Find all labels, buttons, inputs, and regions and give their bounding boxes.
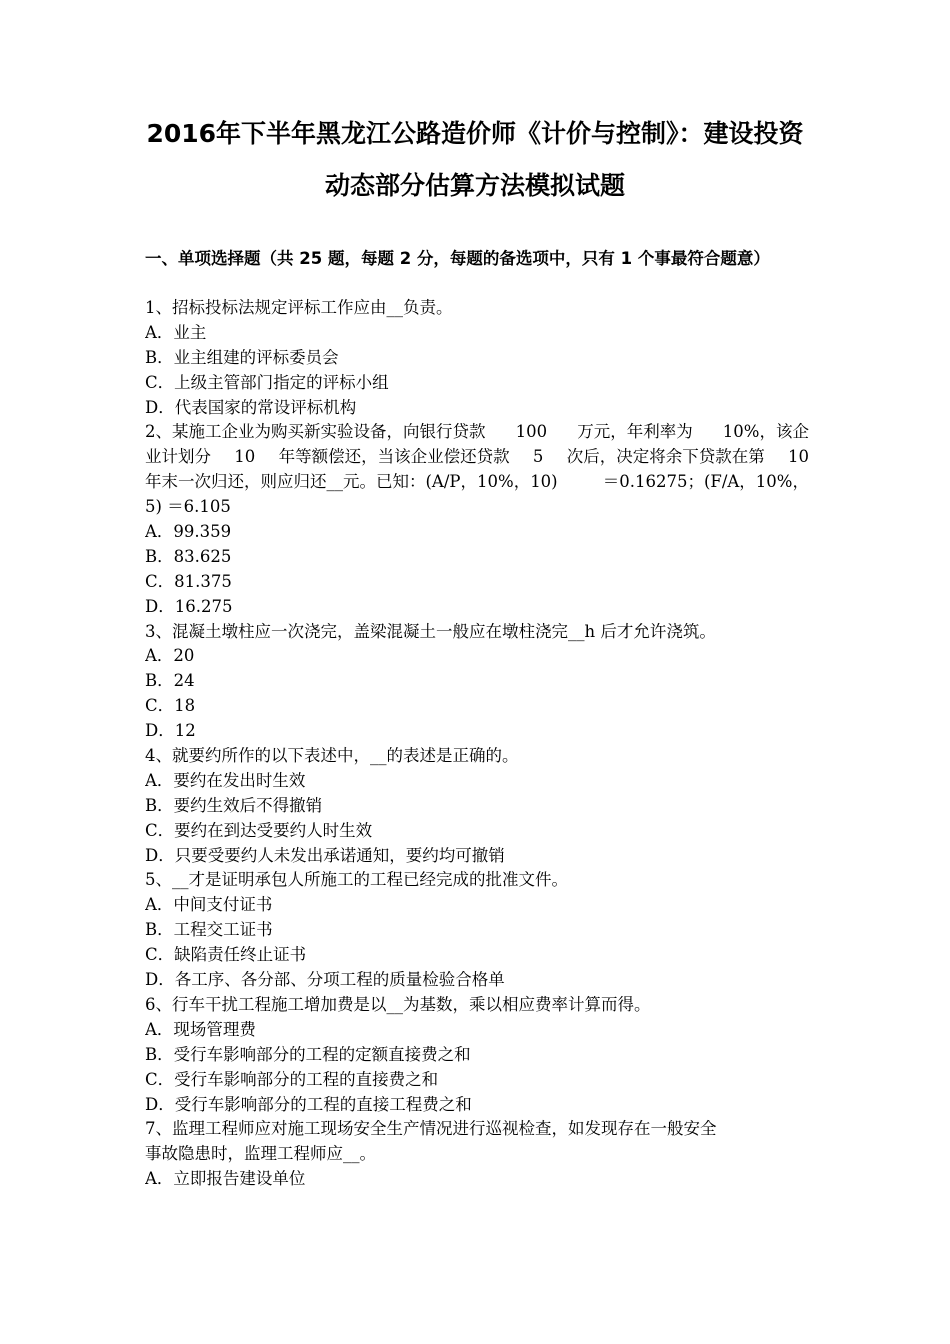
question-5-option-d: D．各工序、各分部、分项工程的质量检验合格单 xyxy=(145,970,505,990)
section-heading: 一、单项选择题（共 25 题，每题 2 分，每题的备选项中，只有 1 个事最符合题意） xyxy=(145,249,770,268)
question-7-stem-line-2: 事故隐患时，监理工程师应__。 xyxy=(145,1144,376,1164)
q2-l2-seg: 业计划分 xyxy=(145,447,211,467)
question-2-option-a: A．99.359 xyxy=(145,522,232,542)
q2-l1-seg: 100 xyxy=(515,422,548,442)
question-4-stem: 4、就要约所作的以下表述中，__的表述是正确的。 xyxy=(145,746,519,766)
question-3-option-b: B．24 xyxy=(145,671,195,691)
q2-l1-seg: 万元，年利率为 xyxy=(577,422,693,442)
question-6-option-c: C．受行车影响部分的工程的直接费之和 xyxy=(145,1069,439,1089)
question-2-option-b: B．83.625 xyxy=(145,546,232,566)
question-2-stem-line-3 xyxy=(145,470,809,495)
question-4-option-b: B．要约生效后不得撤销 xyxy=(145,795,323,815)
q2-l2-seg: 年等额偿还，当该企业偿还贷款 xyxy=(278,447,510,467)
question-4-option-c: C．要约在到达受要约人时生效 xyxy=(145,820,373,840)
question-2-stem-line-4: 5) ＝6.105 xyxy=(145,497,231,517)
question-list xyxy=(145,296,809,1192)
q2-l2-seg: 次后，决定将余下贷款在第 xyxy=(566,447,765,467)
question-5-option-b: B．工程交工证书 xyxy=(145,920,273,940)
question-1-option-a: A．业主 xyxy=(145,322,207,342)
question-7-option-a: A．立即报告建设单位 xyxy=(145,1169,306,1189)
q2-l1-seg: 2、某施工企业为购买新实验设备，向银行贷款 xyxy=(145,422,486,442)
question-1-stem: 1、招标投标法规定评标工作应由__负责。 xyxy=(145,298,453,317)
question-6-stem: 6、行车干扰工程施工增加费是以__为基数，乘以相应费率计算而得。 xyxy=(145,994,651,1014)
question-1-option-d: D．代表国家的常设评标机构 xyxy=(145,397,357,417)
question-1-option-c: C．上级主管部门指定的评标小组 xyxy=(145,372,389,392)
question-2-option-d: D．16.275 xyxy=(145,596,233,616)
question-7-stem-line-1: 7、监理工程师应对施工现场安全生产情况进行巡视检查，如发现存在一般安全 xyxy=(145,1119,717,1139)
question-5-option-c: C．缺陷责任终止证书 xyxy=(145,945,307,965)
question-4-option-d: D．只要受要约人未发出承诺通知，要约均可撤销 xyxy=(145,845,505,865)
question-6-option-a: A．现场管理费 xyxy=(145,1019,256,1039)
q2-l1-seg: 10%，该企 xyxy=(722,422,809,442)
question-3-option-c: C．18 xyxy=(145,696,196,716)
question-3-stem: 3、混凝土墩柱应一次浇完，盖梁混凝土一般应在墩柱浇完__h 后才允许浇筑。 xyxy=(145,621,716,641)
question-3-option-d: D．12 xyxy=(145,721,196,741)
question-6-option-b: B．受行车影响部分的工程的定额直接费之和 xyxy=(145,1044,471,1064)
document-title-line-2: 动态部分估算方法模拟试题 xyxy=(324,171,625,200)
q2-l2-seg: 10 xyxy=(787,447,809,467)
question-4-option-a: A．要约在发出时生效 xyxy=(145,770,306,790)
question-5-stem: 5、__才是证明承包人所施工的工程已经完成的批准文件。 xyxy=(145,870,568,890)
q2-l3-seg: 年末一次归还，则应归还__元。已知：(A/P，10%，10) xyxy=(145,472,558,492)
question-3-option-a: A．20 xyxy=(145,646,195,666)
question-2-stem-line-1 xyxy=(145,420,809,445)
question-1-option-b: B．业主组建的评标委员会 xyxy=(145,347,339,367)
q2-l3-seg: ＝0.16275；(F/A，10%， xyxy=(602,472,809,492)
q2-l2-seg: 5 xyxy=(532,447,544,467)
question-2-stem-line-2 xyxy=(145,445,809,470)
question-2-option-c: C．81.375 xyxy=(145,571,232,591)
question-5-option-a: A．中间支付证书 xyxy=(145,895,273,915)
question-6-option-d: D．受行车影响部分的工程的直接工程费之和 xyxy=(145,1094,472,1114)
q2-l2-seg: 10 xyxy=(234,447,256,467)
document-title-line-1: 2016年下半年黑龙江公路造价师《计价与控制》：建设投资 xyxy=(146,119,804,148)
